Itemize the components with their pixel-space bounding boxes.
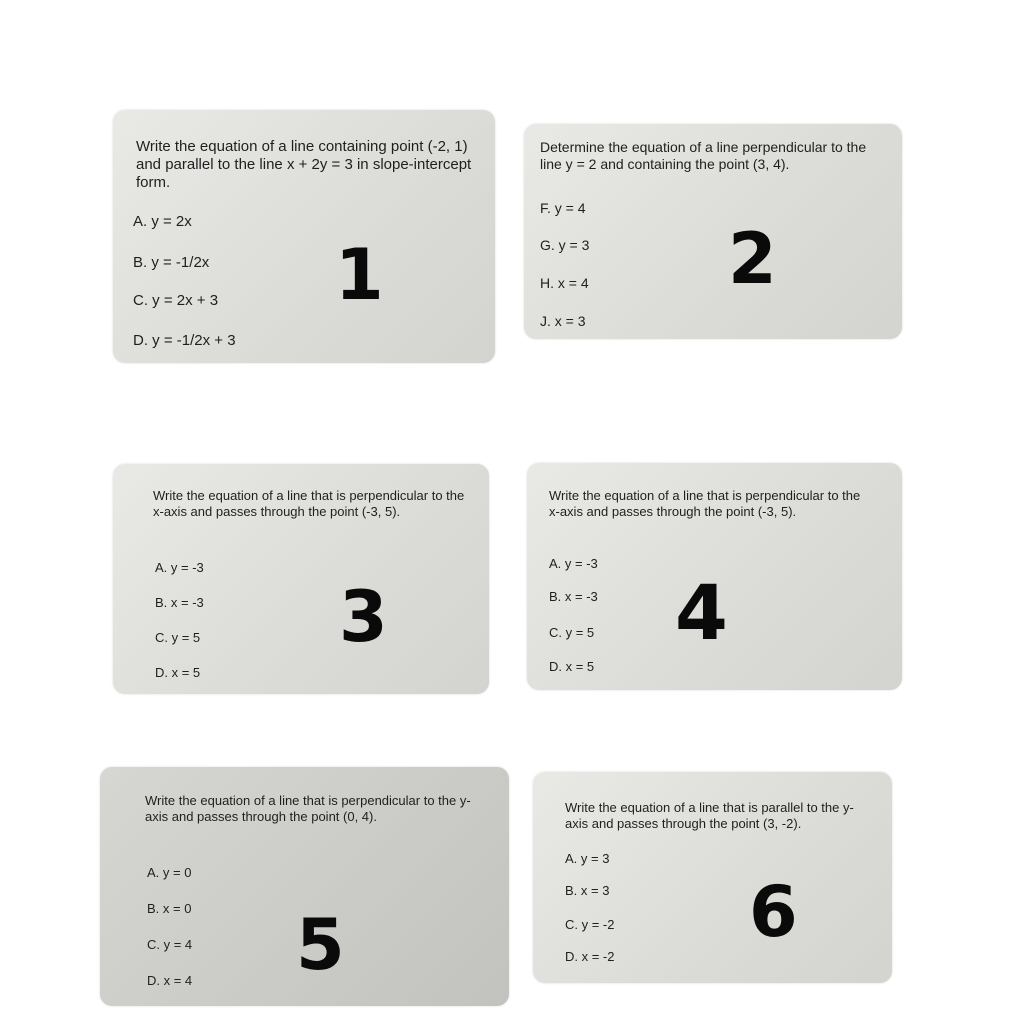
question-text: Write the equation of a line that is perpendicular to the x-axis and passes through the point (-3, 5). [153,488,465,519]
option-a: A. y = 3 [565,851,610,866]
question-card-4 [527,463,902,690]
option-b: B. x = 3 [565,883,610,898]
question-card-5 [100,767,509,1006]
card-number: 3 [339,576,388,658]
question-card-2 [524,124,902,339]
option-b: B. x = -3 [155,595,204,610]
option-d: D. x = 5 [155,665,201,680]
option-d: D. y = -1/2x + 3 [133,332,236,349]
question-card-3 [113,464,489,694]
option-c: C. y = 4 [147,937,193,952]
card-number: 2 [728,218,777,300]
card-number: 6 [749,871,798,953]
question-text: Write the equation of a line that is perpendicular to the y-axis and passes through the point (0, 4). [145,793,471,824]
option-d: D. x = 4 [147,973,193,988]
option-d: D. x = -2 [565,949,615,964]
card-number: 5 [296,904,345,986]
question-text: Write the equation of a line that is parallel to the y-axis and passes through the point (3, -2). [565,800,854,831]
option-b: B. y = -1/2x [133,254,210,271]
option-c: C. y = -2 [565,917,615,932]
option-g: G. y = 3 [540,237,590,253]
option-a: A. y = -3 [155,560,204,575]
option-h: H. x = 4 [540,275,589,291]
question-card-1 [113,110,495,363]
option-d: D. x = 5 [549,659,595,674]
option-a: A. y = 0 [147,865,192,880]
card-number: 1 [335,234,384,316]
option-a: A. y = 2x [133,213,192,230]
option-c: C. y = 5 [549,625,595,640]
question-text: Write the equation of a line containing point (-2, 1) and parallel to the line x + 2y = 3 in slope-intercept form. [136,138,472,191]
question-card-6 [533,772,892,983]
question-text: Determine the equation of a line perpendicular to the line y = 2 and containing the point (3, 4). [540,139,867,172]
option-f: F. y = 4 [540,200,586,216]
option-j: J. x = 3 [540,313,586,329]
option-b: B. x = -3 [549,589,598,604]
option-c: C. y = 2x + 3 [133,292,219,309]
option-c: C. y = 5 [155,630,201,645]
option-a: A. y = -3 [549,556,598,571]
question-text: Write the equation of a line that is perpendicular to the x-axis and passes through the point (-3, 5). [549,488,861,519]
option-b: B. x = 0 [147,901,192,916]
card-number: 4 [675,568,728,657]
